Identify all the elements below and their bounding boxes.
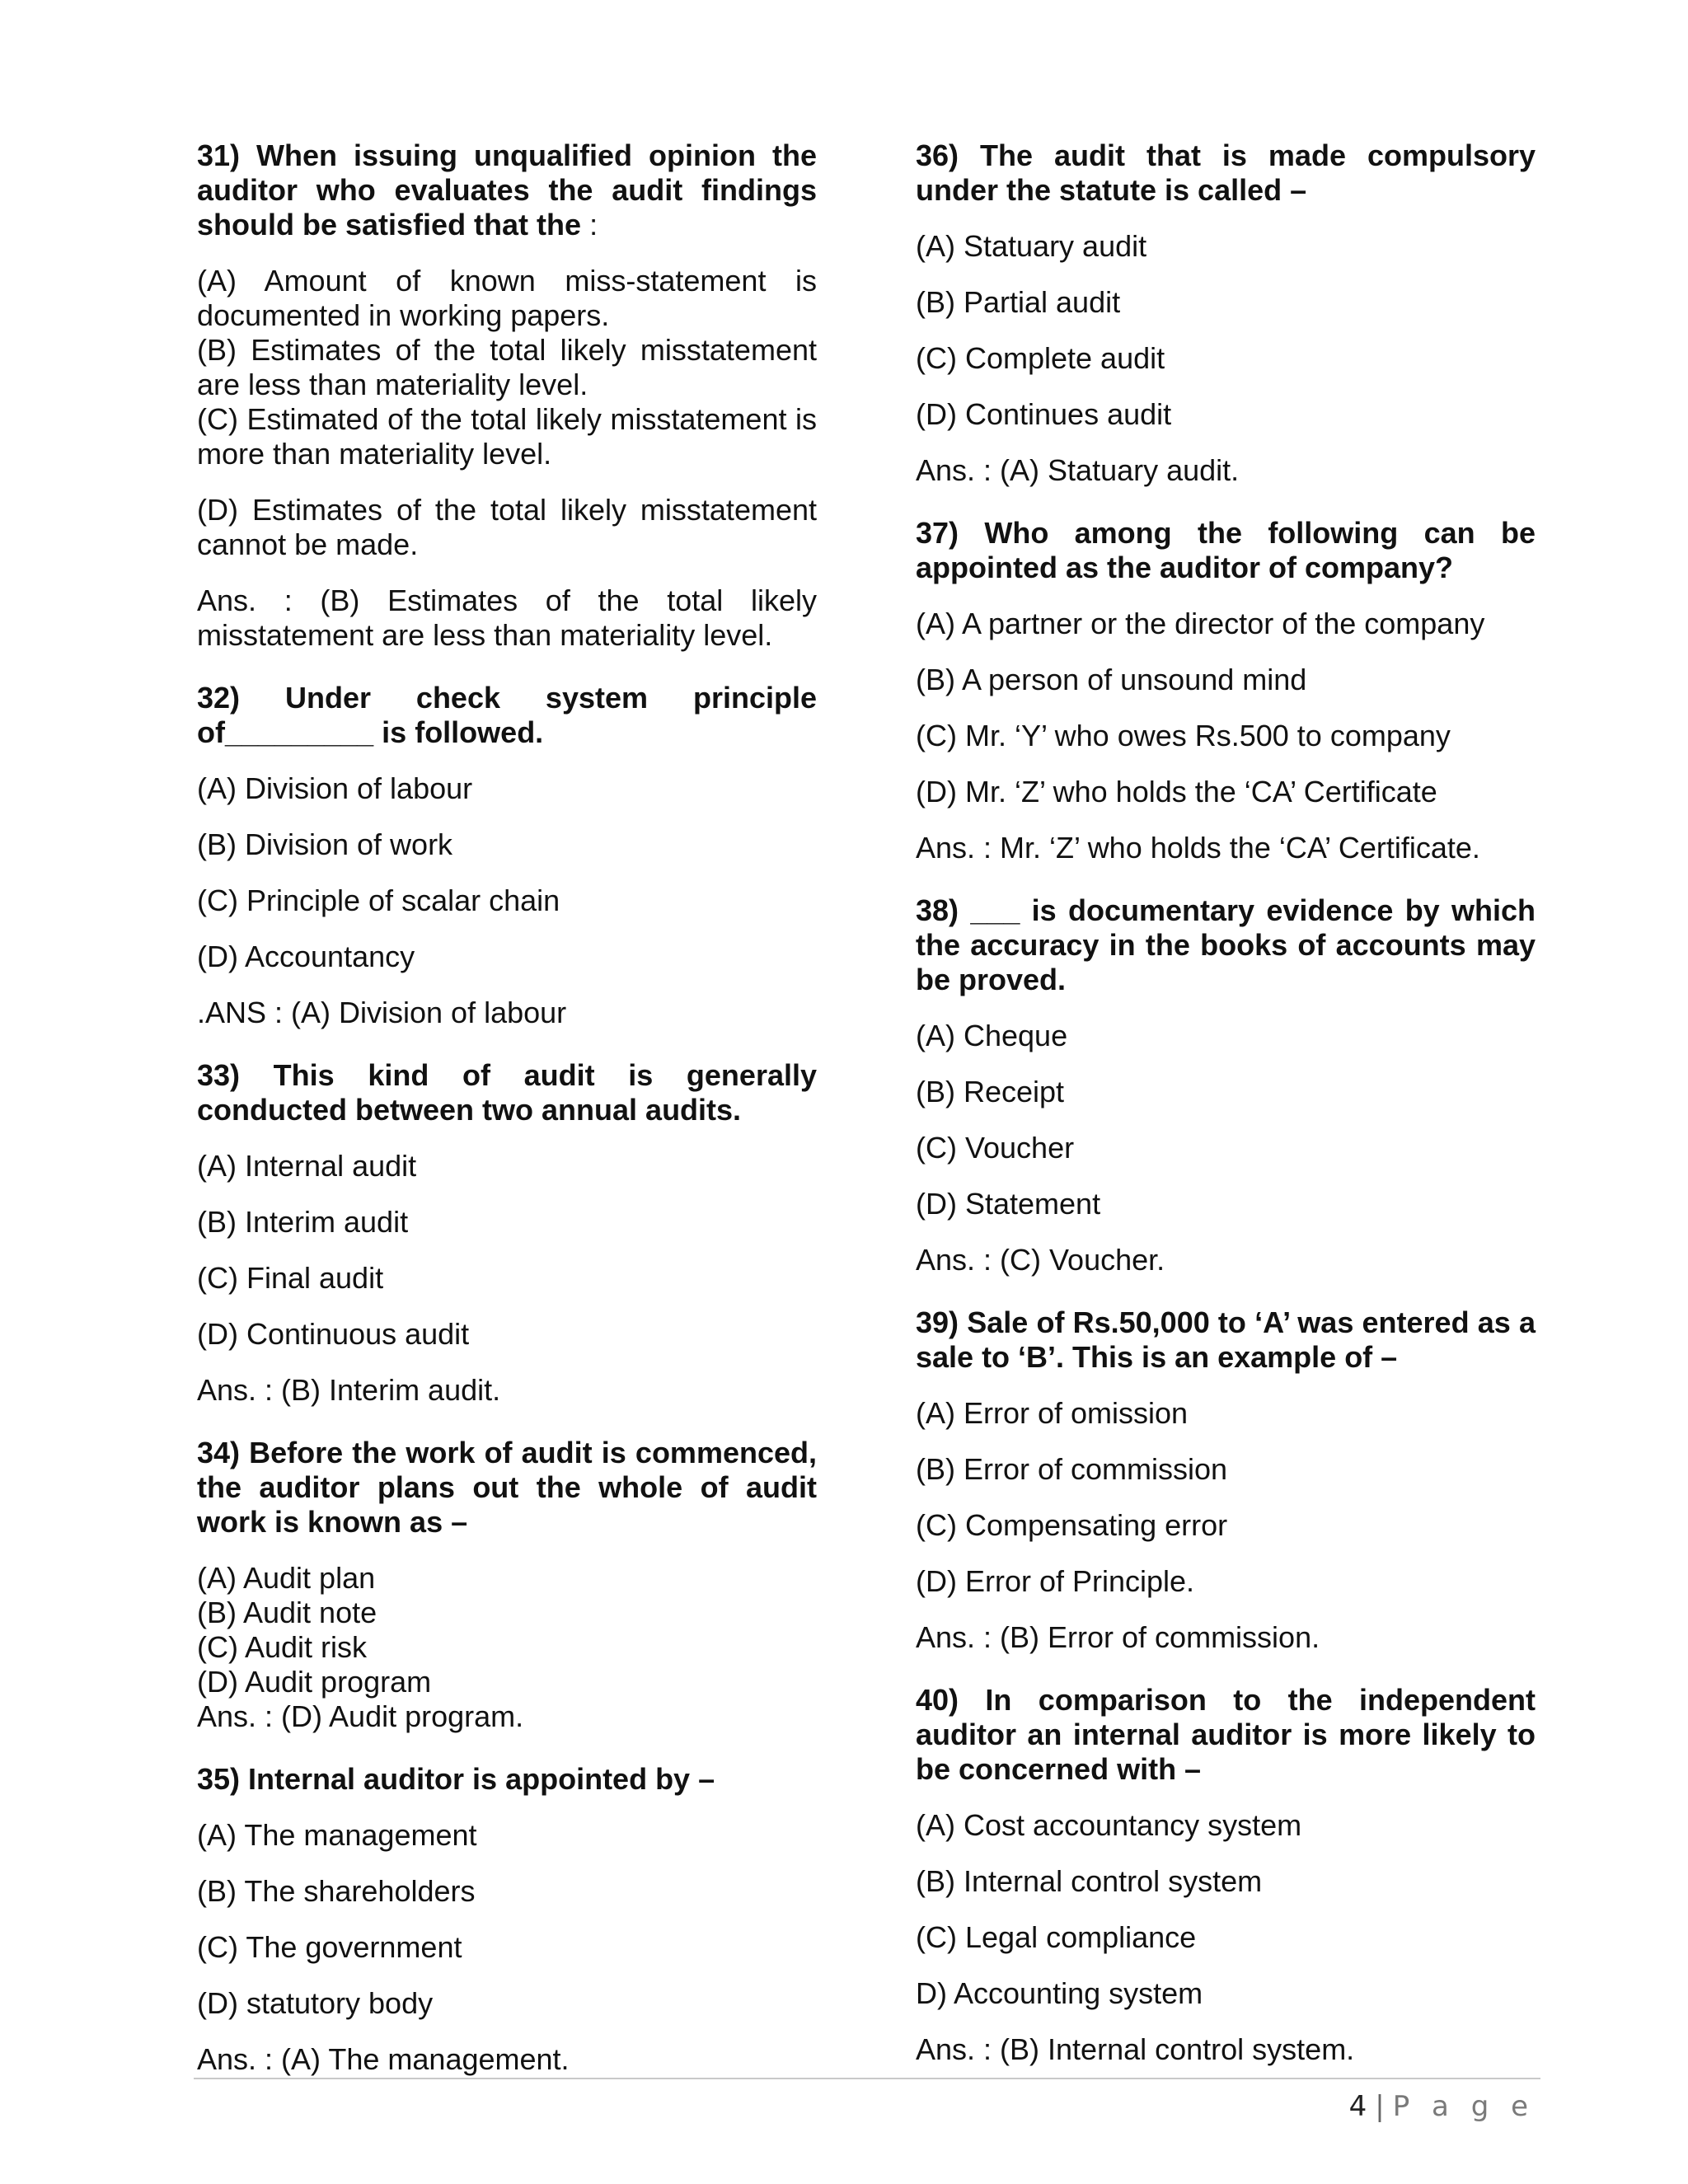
question-34 — [197, 1436, 817, 1734]
question-text: 32) Under check system principle of_________ is followed. — [197, 681, 817, 749]
option-c: (C) Complete audit — [916, 341, 1165, 375]
question-39 — [916, 1305, 1536, 1655]
option-c: (C) Mr. ‘Y’ who owes Rs.500 to company — [916, 719, 1451, 752]
question-33 — [197, 1058, 817, 1408]
option-b: (B) Internal control system — [916, 1864, 1263, 1898]
option-d: D) Accounting system — [916, 1976, 1203, 2010]
answer: Ans. : (B) Estimates of the total likely misstatement are less than materiality level. — [197, 583, 817, 652]
option-a: (A) The management — [197, 1818, 477, 1852]
question-text: 39) Sale of Rs.50,000 to ‘A’ was entered as a sale to ‘B’. This is an example of – — [916, 1305, 1536, 1374]
option-a: (A) Statuary audit — [916, 229, 1147, 263]
option-b: (B) Partial audit — [916, 285, 1121, 319]
option-d: (D) Statement — [916, 1187, 1101, 1221]
option-c: (C) Compensating error — [916, 1508, 1228, 1542]
option-a: (A) Amount of known miss-statement is documented in working papers. — [197, 264, 817, 332]
question-tail: : — [589, 208, 598, 241]
question-36 — [916, 138, 1536, 488]
option-c: (C) Principle of scalar chain — [197, 883, 560, 917]
option-b: (B) Receipt — [916, 1075, 1065, 1108]
option-b: (B) Error of commission — [916, 1452, 1228, 1486]
answer: Ans. : (D) Audit program. — [197, 1699, 524, 1733]
page-number: 4 — [1348, 2090, 1367, 2123]
page-label: P a g e — [1392, 2090, 1535, 2123]
question-text: 40) In comparison to the independent auditor an internal auditor is more likely to be concerned with – — [916, 1683, 1536, 1786]
page-footer — [1349, 2088, 1535, 2125]
question-32 — [197, 681, 817, 1030]
option-b: (B) Audit note — [197, 1596, 377, 1629]
answer: Ans. : (A) Statuary audit. — [916, 453, 1240, 487]
answer: Ans. : (A) The management. — [197, 2042, 570, 2076]
option-c: (C) Legal compliance — [916, 1920, 1197, 1954]
question-40 — [916, 1683, 1536, 2067]
answer: Ans. : (B) Error of commission. — [916, 1620, 1320, 1654]
option-a: (A) A partner or the director of the company — [916, 607, 1485, 640]
option-b: (B) A person of unsound mind — [916, 663, 1307, 696]
question-35 — [197, 1762, 817, 2077]
answer: Ans. : (B) Internal control system. — [916, 2032, 1355, 2066]
question-38 — [916, 893, 1536, 1277]
footer-separator: | — [1375, 2090, 1385, 2123]
option-b: (B) Interim audit — [197, 1205, 409, 1239]
option-d: (D) Estimates of the total likely misstatement cannot be made. — [197, 493, 817, 561]
right-column — [916, 138, 1536, 2067]
option-d: (D) Accountancy — [197, 940, 415, 973]
question-text: 31) When issuing unqualified opinion the auditor who evaluates the audit findings should be satisfied that the : — [197, 138, 817, 241]
question-31 — [197, 138, 817, 653]
option-d: (D) Error of Principle. — [916, 1564, 1195, 1598]
left-column — [197, 138, 817, 2077]
option-d: (D) Continuous audit — [197, 1317, 470, 1351]
option-c: (C) Voucher — [916, 1131, 1075, 1165]
option-a: (A) Internal audit — [197, 1149, 417, 1183]
answer: .ANS : (A) Division of labour — [197, 996, 567, 1029]
question-text: 34) Before the work of audit is commenced, the auditor plans out the whole of audit work is known as – — [197, 1436, 817, 1539]
option-d: (D) Audit program — [197, 1665, 432, 1699]
option-a: (A) Audit plan — [197, 1561, 376, 1595]
option-b: (B) Estimates of the total likely misstatement are less than materiality level. — [197, 333, 817, 401]
option-b: (B) Division of work — [197, 827, 453, 861]
answer: Ans. : (B) Interim audit. — [197, 1373, 501, 1407]
question-text: 36) The audit that is made compulsory under the statute is called – — [916, 138, 1536, 207]
option-c: (C) The government — [197, 1930, 462, 1964]
option-a: (A) Cheque — [916, 1019, 1068, 1052]
option-b: (B) The shareholders — [197, 1874, 476, 1908]
question-text: 35) Internal auditor is appointed by – — [197, 1762, 715, 1796]
option-a: (A) Cost accountancy system — [916, 1808, 1302, 1842]
footer-divider — [194, 2078, 1540, 2079]
question-37 — [916, 516, 1536, 865]
answer: Ans. : (C) Voucher. — [916, 1243, 1165, 1277]
answer: Ans. : Mr. ‘Z’ who holds the ‘CA’ Certificate. — [916, 831, 1480, 865]
option-c: (C) Final audit — [197, 1261, 384, 1295]
option-d: (D) Continues audit — [916, 397, 1172, 431]
question-text: 38) ___ is documentary evidence by which the accuracy in the books of accounts may be proved. — [916, 893, 1536, 996]
option-d: (D) Mr. ‘Z’ who holds the ‘CA’ Certificate — [916, 775, 1437, 808]
question-text: 37) Who among the following can be appointed as the auditor of company? — [916, 516, 1536, 584]
question-text: 33) This kind of audit is generally conducted between two annual audits. — [197, 1058, 817, 1127]
option-a: (A) Division of labour — [197, 771, 473, 805]
option-a: (A) Error of omission — [916, 1396, 1189, 1430]
option-c: (C) Estimated of the total likely misstatement is more than materiality level. — [197, 402, 817, 471]
option-c: (C) Audit risk — [197, 1630, 368, 1664]
option-d: (D) statutory body — [197, 1986, 434, 2020]
